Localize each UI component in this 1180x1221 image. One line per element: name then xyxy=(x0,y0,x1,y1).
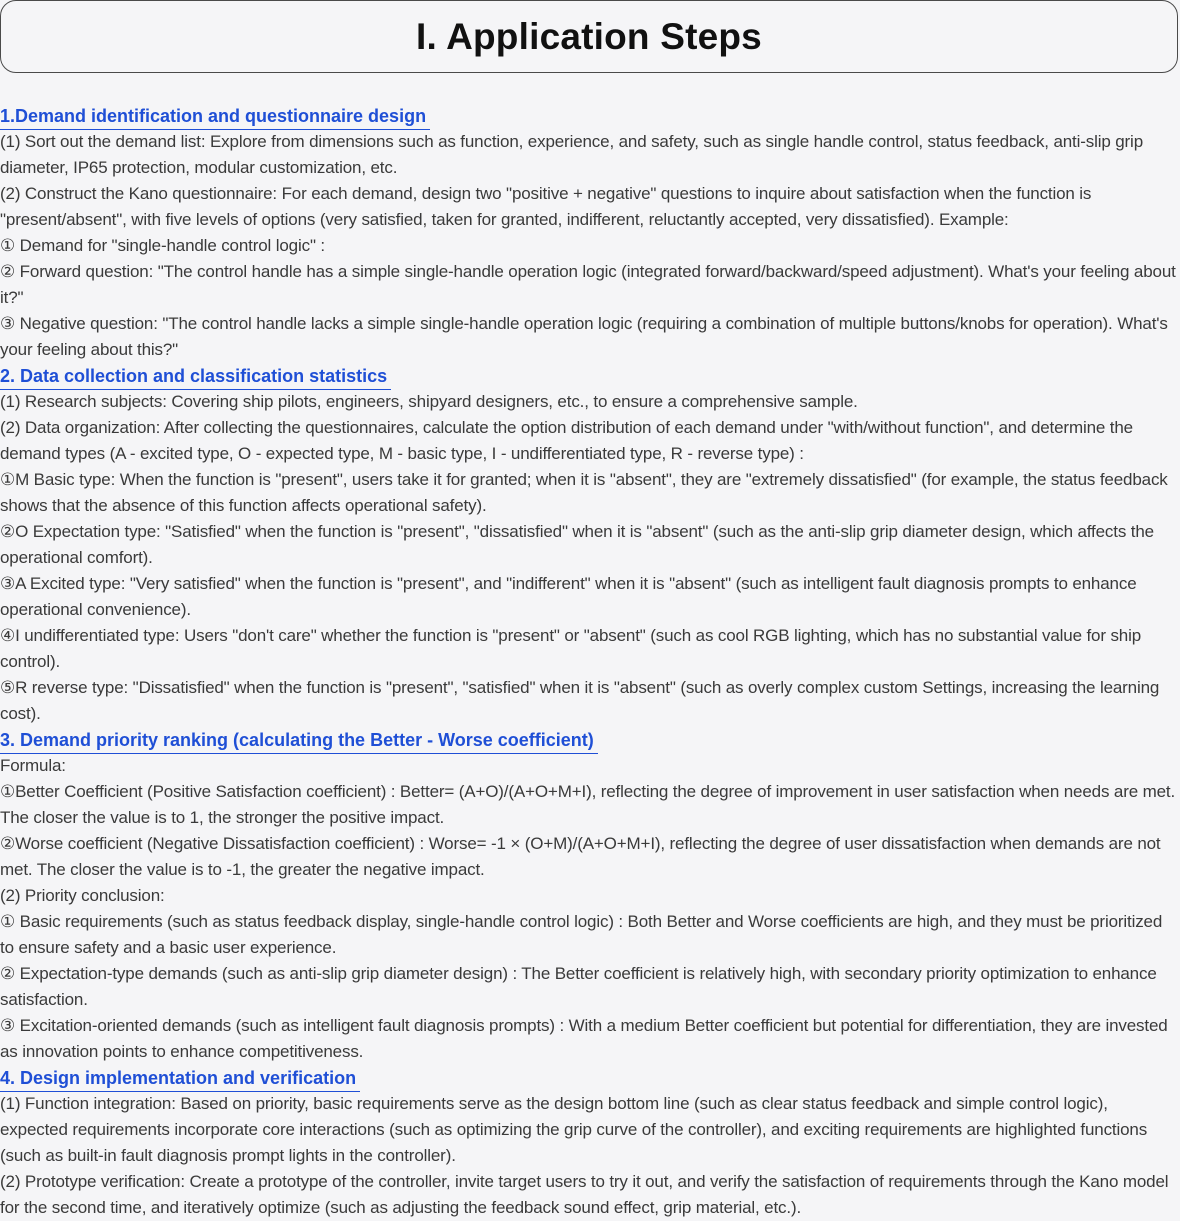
paragraph: ② Expectation-type demands (such as anti-slip grip diameter design) : The Better coefficient is relatively high, with secondary priority optimization to enhance satisfaction. xyxy=(0,964,1157,1009)
section-heading: 2. Data collection and classification statistics xyxy=(0,363,391,390)
paragraph: (2) Data organization: After collecting the questionnaires, calculate the option distribution of each demand under "with/without function", and determine the demand types (A - excited type, O - expected type, M - basic type, I - undifferentiated type, R - reverse type) : xyxy=(0,418,1133,463)
section-heading: 3. Demand priority ranking (calculating the Better - Worse coefficient) xyxy=(0,727,598,754)
paragraph: ③ Excitation-oriented demands (such as intelligent fault diagnosis prompts) : With a medium Better coefficient but potential for differentiation, they are invested as innovation points to enhance competitiveness. xyxy=(0,1016,1168,1061)
section-2 xyxy=(0,363,1180,727)
paragraph: (2) Prototype verification: Create a prototype of the controller, invite target users to try it out, and verify the satisfaction of requirements through the Kano model for the second time, and iteratively optimize (such as adjusting the feedback sound effect, grip material, etc.). xyxy=(0,1172,1169,1217)
paragraph: ① Basic requirements (such as status feedback display, single-handle control logic) : Both Better and Worse coefficients are high, and they must be prioritized to ensure safety and a basic user experience. xyxy=(0,912,1163,957)
paragraph: ②O Expectation type: "Satisfied" when the function is "present", "dissatisfied" when it is "absent" (such as the anti-slip grip diameter design, which affects the operational comfort). xyxy=(0,522,1154,567)
paragraph: (2) Priority conclusion: xyxy=(0,886,165,905)
paragraph: (2) Construct the Kano questionnaire: For each demand, design two "positive + negative" questions to inquire about satisfaction when the function is "present/absent", with five levels of options (very satisfied, taken for granted, indifferent, reluctantly accepted, very dissatisfied). Example: xyxy=(0,184,1092,229)
paragraph: (1) Research subjects: Covering ship pilots, engineers, shipyard designers, etc., to ensure a comprehensive sample. xyxy=(0,392,858,411)
paragraph: ①M Basic type: When the function is "present", users take it for granted; when it is "absent", they are "extremely dissatisfied" (for example, the status feedback shows that the absence of this function affects operational safety). xyxy=(0,470,1168,515)
paragraph: ② Forward question: "The control handle has a simple single-handle operation logic (integrated forward/backward/speed adjustment). What's your feeling about it?" xyxy=(0,262,1176,307)
paragraph: ③A Excited type: "Very satisfied" when the function is "present", and "indifferent" when it is "absent" (such as intelligent fault diagnosis prompts to enhance operational convenience). xyxy=(0,574,1137,619)
paragraph: ①Better Coefficient (Positive Satisfaction coefficient) : Better= (A+O)/(A+O+M+I), reflecting the degree of improvement in user satisfaction when needs are met. The closer the value is to 1, the stronger the positive impact. xyxy=(0,782,1176,827)
paragraph: Formula: xyxy=(0,756,66,775)
paragraph: ④I undifferentiated type: Users "don't care" whether the function is "present" or "absent" (such as cool RGB lighting, which has no substantial value for ship control). xyxy=(0,626,1142,671)
content xyxy=(0,103,1180,1221)
paragraph: (1) Function integration: Based on priority, basic requirements serve as the design bottom line (such as clear status feedback and simple control logic), expected requirements incorporate core interactions (such as optimizing the grip curve of the controller), and exciting requirements are highlighted functions (such as built-in fault diagnosis prompt lights in the controller). xyxy=(0,1094,1148,1165)
paragraph: ③ Negative question: "The control handle lacks a simple single-handle operation logic (requiring a combination of multiple buttons/knobs for operation). What's your feeling about this?" xyxy=(0,314,1168,359)
section-heading: 1.Demand identification and questionnaire design xyxy=(0,103,430,130)
page-title: I. Application Steps xyxy=(416,15,762,57)
section-1 xyxy=(0,103,1180,363)
paragraph: (1) Sort out the demand list: Explore from dimensions such as function, experience, and safety, such as single handle control, status feedback, anti-slip grip diameter, IP65 protection, modular customization, etc. xyxy=(0,132,1143,177)
section-3 xyxy=(0,727,1180,1065)
title-box xyxy=(0,0,1178,73)
section-4 xyxy=(0,1065,1180,1221)
paragraph: ⑤R reverse type: "Dissatisfied" when the function is "present", "satisfied" when it is "absent" (such as overly complex custom Settings, increasing the learning cost). xyxy=(0,678,1160,723)
paragraph: ① Demand for "single-handle control logic" : xyxy=(0,236,325,255)
section-heading: 4. Design implementation and verification xyxy=(0,1065,360,1092)
paragraph: ②Worse coefficient (Negative Dissatisfaction coefficient) : Worse= -1 × (O+M)/(A+O+M+I), reflecting the degree of user dissatisfaction when demands are not met. The closer the value is to -1, the greater the negative impact. xyxy=(0,834,1161,879)
